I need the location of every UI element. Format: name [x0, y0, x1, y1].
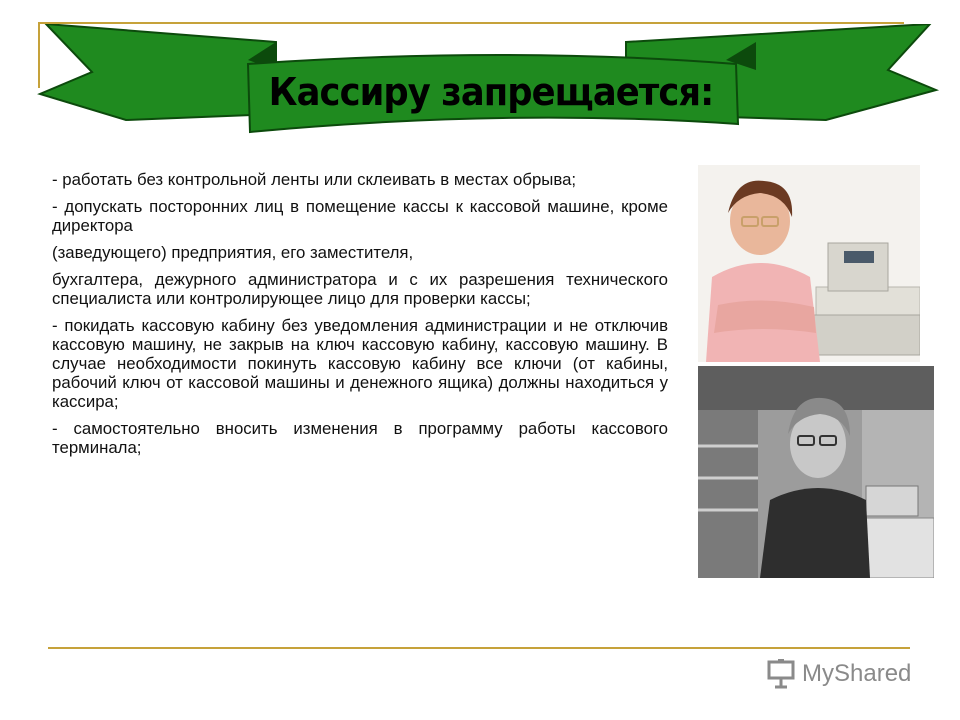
- rule-paragraph-4: бухгалтера, дежурного администратора и с их разрешения технического специалиста или контролирующее лицо для проверки кассы;: [52, 270, 668, 308]
- page-title: Кассиру запрещается:: [268, 70, 714, 114]
- cashier-photo-2: [698, 366, 934, 578]
- rule-paragraph-2: - допускать посторонних лиц в помещение кассы к кассовой машине, кроме директора: [52, 197, 668, 235]
- logo-text: MyShared: [802, 660, 912, 687]
- bottom-rule: [48, 647, 910, 649]
- rules-text: [52, 170, 668, 465]
- myshared-logo[interactable]: [766, 658, 931, 690]
- cashier-photo-1: [698, 165, 920, 362]
- rule-paragraph-3: (заведующего) предприятия, его заместителя,: [52, 243, 414, 262]
- rule-paragraph-1: - работать без контрольной ленты или склеивать в местах обрыва;: [52, 170, 577, 189]
- presentation-board-icon: [766, 659, 796, 689]
- rule-paragraph-6: - самостоятельно вносить изменения в программу работы кассового терминала;: [52, 419, 668, 457]
- rule-paragraph-5: - покидать кассовую кабину без уведомления администрации и не отключив кассовую машину, не закрыв на ключ кассовую кабину, кассовую машину. В случае необходимости покинуть кассовую кабину все ключи (от кабины, рабочий ключ от кассовой машины и денежного ящика) должны находиться у кассира;: [52, 316, 668, 411]
